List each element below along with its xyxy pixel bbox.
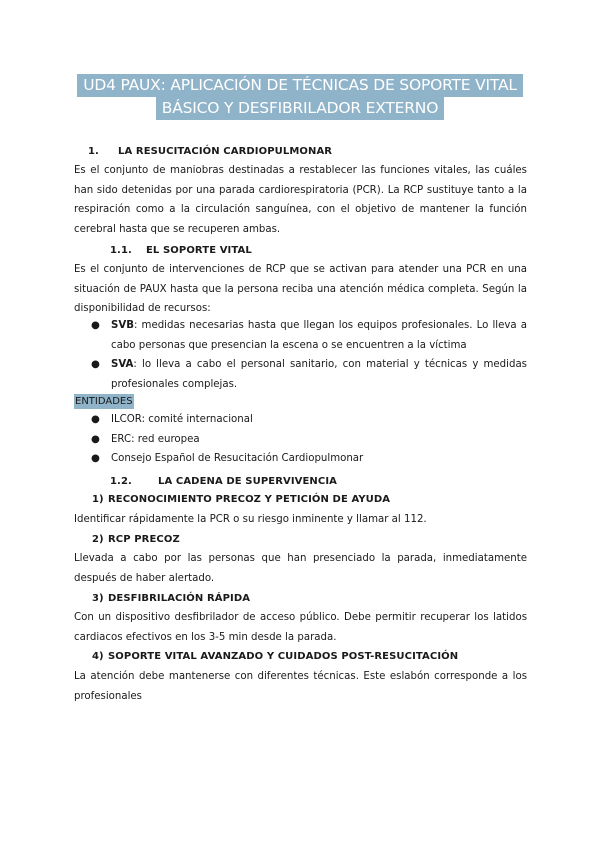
section-number: 1. — [88, 146, 99, 157]
step-1-heading — [92, 494, 390, 505]
section-title: LA CADENA DE SUPERVIVENCIA — [158, 476, 337, 487]
step-4-body: La atención debe mantenerse con diferentes técnicas. Este eslabón corresponde a los profesionales — [74, 671, 527, 702]
section-title: EL SOPORTE VITAL — [146, 245, 252, 256]
section-1-heading — [88, 146, 332, 157]
step-title: RCP PRECOZ — [108, 534, 180, 545]
section-number: 1.2. — [110, 476, 132, 487]
bullet-icon: ● — [91, 359, 100, 370]
definition: : medidas necesarias hasta que llegan los equipos profesionales. Lo lleva a cabo personas que presencian la escena o se encuentren a la víctima — [111, 320, 527, 351]
list-item — [74, 410, 527, 430]
entidades-list — [74, 410, 527, 469]
section-1-body: Es el conjunto de maniobras destinadas a restablecer las funciones vitales, las cuáles han sido detenidas por una parada cardiorespiratoria (PCR). La RCP sustituye tanto a la respiración como a la circulación sanguínea, con el objetivo de mantener la función cerebral hasta que se recuperen ambas. — [74, 165, 527, 235]
step-3-heading — [92, 593, 250, 604]
list-item-text: ILCOR: comité internacional — [111, 414, 253, 425]
section-1-2-heading — [110, 476, 337, 487]
definition: : lo lleva a cabo el personal sanitario, con material y técnicas y medidas profesionales complejas. — [111, 359, 527, 390]
section-1-1-body: Es el conjunto de intervenciones de RCP que se activan para atender una PCR en una situación de PAUX hasta que la persona reciba una atención médica completa. Según la disponibilidad de recursos: — [74, 264, 527, 314]
bullet-icon: ● — [91, 453, 100, 464]
bullet-icon: ● — [91, 414, 100, 425]
step-title: RECONOCIMIENTO PRECOZ Y PETICIÓN DE AYUDA — [108, 494, 391, 505]
title-line-1: UD4 PAUX: APLICACIÓN DE TÉCNICAS DE SOPORTE VITAL — [77, 74, 523, 97]
list-item — [74, 316, 527, 355]
entidades-label: ENTIDADES — [75, 396, 133, 407]
step-3-body: Con un dispositivo desfibrilador de acceso público. Debe permitir recuperar los latidos cardiacos efectivos en los 3-5 min desde la parada. — [74, 612, 527, 643]
step-title: SOPORTE VITAL AVANZADO Y CUIDADOS POST-RESUCITACIÓN — [108, 651, 459, 662]
step-number: 2) — [92, 534, 104, 545]
title-line-2: BÁSICO Y DESFIBRILADOR EXTERNO — [156, 97, 444, 120]
list-item — [74, 355, 527, 394]
document-title — [60, 74, 540, 120]
step-2-body: Llevada a cabo por las personas que han presenciado la parada, inmediatamente después de haber alertado. — [74, 553, 527, 584]
resources-list — [74, 316, 527, 394]
bullet-icon: ● — [91, 320, 100, 331]
section-number: 1.1. — [110, 245, 132, 256]
list-item-text: ERC: red europea — [111, 433, 200, 445]
step-number: 3) — [92, 593, 104, 604]
list-item — [74, 449, 527, 469]
step-number: 1) — [92, 494, 104, 505]
section-title: LA RESUCITACIÓN CARDIOPULMONAR — [118, 146, 333, 157]
step-4-heading — [92, 651, 458, 662]
step-number: 4) — [92, 651, 104, 662]
section-1-1-heading — [110, 245, 252, 256]
term: SVA — [111, 359, 134, 370]
list-item — [74, 430, 527, 450]
step-1-body: Identificar rápidamente la PCR o su riesgo inminente y llamar al 112. — [74, 514, 427, 525]
step-title: DESFIBRILACIÓN RÁPIDA — [108, 593, 251, 604]
step-2-heading — [92, 534, 180, 545]
term: SVB — [111, 320, 134, 331]
list-item-text: Consejo Español de Resucitación Cardiopulmonar — [111, 453, 364, 464]
bullet-icon: ● — [91, 433, 100, 445]
